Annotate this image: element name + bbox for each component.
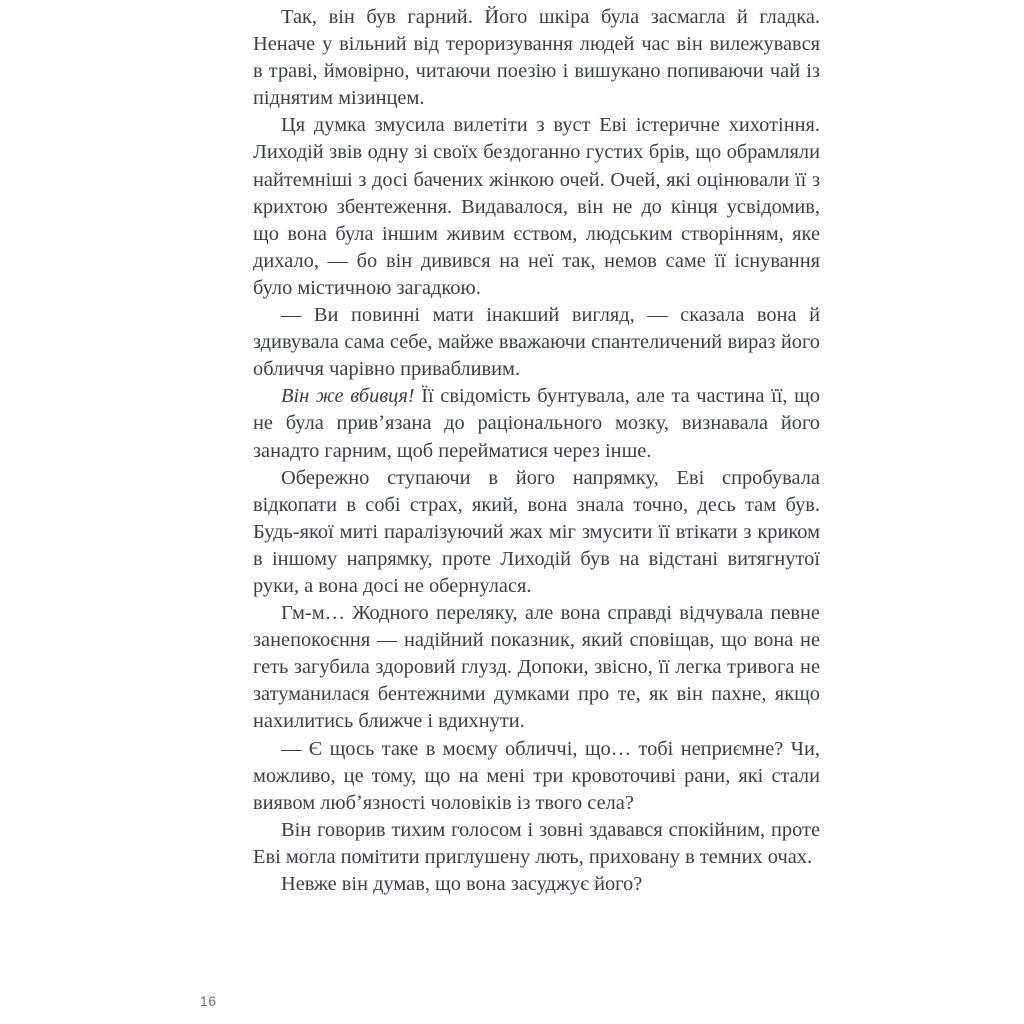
paragraph-5: Обережно ступаючи в його напрямку, Еві спробувала відкопати в собі страх, який, вона знала точно, десь там був. Будь-якої миті паралізуючий жах міг змусити її втікати з криком в іншому напрямку, проте Лиходій був на відстані витягнутої руки, а вона досі не обернулася. (253, 466, 820, 597)
paragraph-6: Гм-м… Жодного переляку, але вона справді відчувала певне занепокоєння — надійний показник, який сповіщав, що вона не геть загубила здоровий глузд. Допоки, звісно, її легка тривога не затуманилася бентежними думками про те, як він пахне, якщо нахилитись ближче і вдихнути. (253, 602, 820, 733)
paragraph-1: Так, він був гарний. Його шкіра була засмагла й гладка. Неначе у вільний від тероризування людей час він вилежувався в траві, ймовірно, читаючи поезію і вишукано попиваючи чай із піднятим мізинцем. (253, 6, 820, 110)
page-body-text (253, 4, 820, 898)
paragraph-9: Невже він думав, що вона засуджує його? (281, 873, 643, 895)
paragraph-8: Він говорив тихим голосом і зовні здавався спокійним, проте Еві могла помітити приглушену лють, приховану в темних очах. (253, 818, 820, 868)
italic-inner-thought: Він же вбивця! (281, 385, 415, 408)
paragraph-4 (253, 383, 820, 464)
page-number: 16 (200, 993, 217, 1009)
paragraph-4-rest: Її свідомість бунтувала, але та частина її, що не була привʼязана до раціонального мозку, визнавала його занадто гарним, щоб перейматися через інше. (253, 385, 820, 462)
paragraph-2: Ця думка змусила вилетіти з вуст Еві істеричне хихотіння. Лиходій звів одну зі своїх бездоганно густих брів, що обрамляли найтемніші з досі бачених жінкою очей. Очей, які оцінювали її з крихтою збентеження. Видавалося, він не до кінця усвідомив, що вона була іншим живим єством, людським створінням, яке дихало, — бо він дивився на неї так, немов саме її існування було містичною загадкою. (253, 114, 820, 299)
paragraph-3: — Ви повинні мати інакший вигляд, — сказала вона й здивувала сама себе, майже вважаючи спантеличений вираз його обличчя чарівно привабливим. (253, 304, 820, 381)
paragraph-7: — Є щось таке в моєму обличчі, що… тобі неприємне? Чи, можливо, це тому, що на мені три кровоточиві рани, які стали виявом любʼязності чоловіків із твого села? (253, 737, 820, 814)
